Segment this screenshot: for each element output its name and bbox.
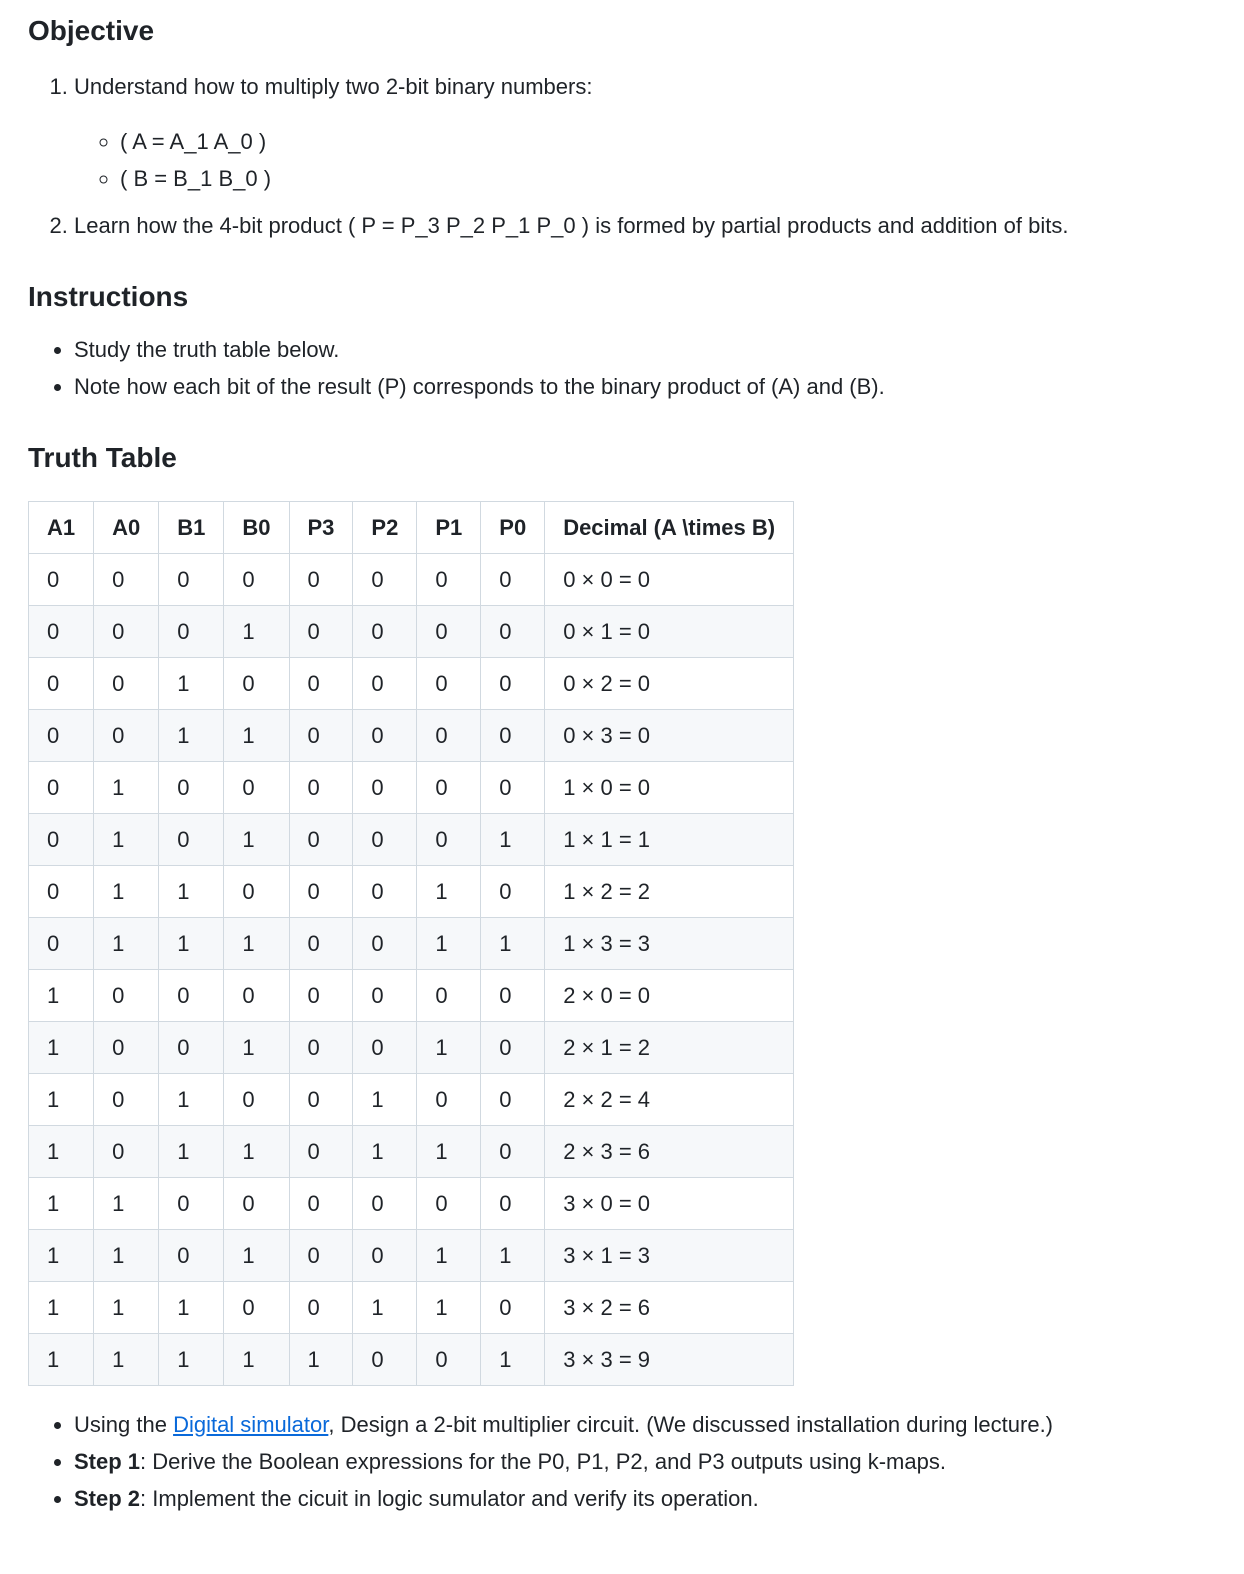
table-cell: 1 bbox=[159, 1125, 224, 1177]
table-cell: 0 bbox=[224, 865, 289, 917]
table-cell: 2 × 3 = 6 bbox=[545, 1125, 794, 1177]
table-cell: 0 bbox=[224, 657, 289, 709]
table-cell: 0 bbox=[289, 813, 353, 865]
table-row bbox=[29, 1021, 794, 1073]
table-cell: 1 bbox=[29, 1333, 94, 1385]
table-cell: 0 bbox=[224, 761, 289, 813]
instructions-list bbox=[28, 333, 1216, 403]
objective-heading: Objective bbox=[28, 15, 155, 46]
table-cell: 1 bbox=[29, 1177, 94, 1229]
table-cell: 1 × 3 = 3 bbox=[545, 917, 794, 969]
table-cell: 0 bbox=[481, 969, 545, 1021]
table-cell: 0 bbox=[159, 553, 224, 605]
operand-list bbox=[74, 125, 1216, 195]
table-row bbox=[29, 761, 794, 813]
table-cell: 0 bbox=[29, 657, 94, 709]
table-cell: 0 bbox=[289, 761, 353, 813]
table-cell: 0 bbox=[159, 1229, 224, 1281]
table-row bbox=[29, 553, 794, 605]
table-cell: 0 bbox=[94, 1073, 159, 1125]
table-cell: 0 bbox=[224, 969, 289, 1021]
objective-item-2: 2. Learn how the 4-bit product ( P = P_3 P_2 P_1 P_0 ) is formed by partial products and addition of bits. bbox=[74, 209, 1216, 242]
table-cell: 3 × 1 = 3 bbox=[545, 1229, 794, 1281]
table-cell: 1 bbox=[481, 917, 545, 969]
objective-item-1 bbox=[74, 70, 1216, 195]
column-header: P1 bbox=[417, 501, 481, 553]
table-cell: 0 bbox=[417, 969, 481, 1021]
table-cell: 0 bbox=[94, 1021, 159, 1073]
table-cell: 0 bbox=[417, 1177, 481, 1229]
table-cell: 0 bbox=[417, 1333, 481, 1385]
table-cell: 0 bbox=[353, 813, 417, 865]
table-cell: 1 bbox=[94, 1333, 159, 1385]
table-cell: 0 bbox=[289, 605, 353, 657]
column-header: P0 bbox=[481, 501, 545, 553]
table-cell: 0 bbox=[289, 917, 353, 969]
table-cell: 1 bbox=[417, 917, 481, 969]
table-cell: 0 bbox=[94, 1125, 159, 1177]
table-cell: 0 bbox=[94, 709, 159, 761]
table-cell: 1 bbox=[159, 917, 224, 969]
table-cell: 0 × 0 = 0 bbox=[545, 553, 794, 605]
table-cell: 1 × 0 = 0 bbox=[545, 761, 794, 813]
table-cell: 0 bbox=[29, 709, 94, 761]
table-row bbox=[29, 865, 794, 917]
task-simulator-suffix: , Design a 2-bit multiplier circuit. (We discussed installation during lecture.) bbox=[328, 1411, 1054, 1437]
table-row bbox=[29, 605, 794, 657]
table-cell: 1 bbox=[224, 1333, 289, 1385]
table-cell: 0 bbox=[353, 1229, 417, 1281]
table-cell: 0 bbox=[353, 1021, 417, 1073]
table-cell: 1 bbox=[481, 813, 545, 865]
table-cell: 1 bbox=[29, 1073, 94, 1125]
column-header: B1 bbox=[159, 501, 224, 553]
table-cell: 1 bbox=[94, 865, 159, 917]
table-cell: 1 bbox=[159, 709, 224, 761]
step-2-text: : Implement the cicuit in logic sumulator and verify its operation. bbox=[140, 1485, 759, 1511]
table-cell: 0 bbox=[224, 1073, 289, 1125]
table-cell: 0 bbox=[94, 553, 159, 605]
table-cell: 0 bbox=[417, 709, 481, 761]
table-cell: 0 bbox=[159, 969, 224, 1021]
table-row bbox=[29, 813, 794, 865]
operand-a: ◦ ( A = A_1 A_0 ) bbox=[120, 125, 1216, 158]
table-cell: 1 bbox=[29, 1229, 94, 1281]
table-cell: 0 bbox=[289, 553, 353, 605]
table-row bbox=[29, 917, 794, 969]
table-cell: 0 bbox=[353, 865, 417, 917]
step-1-label: Step 1 bbox=[74, 1448, 141, 1474]
table-row bbox=[29, 709, 794, 761]
truth-table bbox=[28, 501, 794, 1386]
table-cell: 0 bbox=[94, 605, 159, 657]
table-cell: 0 bbox=[159, 813, 224, 865]
table-cell: 1 bbox=[417, 1229, 481, 1281]
table-cell: 0 bbox=[289, 1281, 353, 1333]
table-cell: 1 bbox=[29, 1125, 94, 1177]
table-cell: 0 bbox=[353, 657, 417, 709]
digital-simulator-link[interactable]: Digital simulator bbox=[173, 1411, 329, 1437]
table-cell: 0 bbox=[481, 761, 545, 813]
table-cell: 0 bbox=[417, 605, 481, 657]
table-cell: 1 bbox=[29, 969, 94, 1021]
column-header: A0 bbox=[94, 501, 159, 553]
table-cell: 1 bbox=[94, 917, 159, 969]
table-cell: 0 bbox=[417, 1073, 481, 1125]
truth-table-heading: Truth Table bbox=[28, 442, 177, 474]
table-cell: 0 bbox=[289, 1021, 353, 1073]
table-cell: 0 bbox=[481, 657, 545, 709]
table-cell: 1 bbox=[224, 605, 289, 657]
table-cell: 0 bbox=[417, 761, 481, 813]
table-cell: 0 bbox=[29, 865, 94, 917]
table-cell: 0 bbox=[417, 657, 481, 709]
table-cell: 1 bbox=[94, 1229, 159, 1281]
table-cell: 0 bbox=[353, 709, 417, 761]
table-cell: 1 bbox=[29, 1281, 94, 1333]
task-step-2 bbox=[74, 1482, 1216, 1515]
table-cell: 1 bbox=[29, 1021, 94, 1073]
objective-list bbox=[28, 70, 1216, 242]
table-cell: 0 bbox=[94, 657, 159, 709]
column-header: A1 bbox=[29, 501, 94, 553]
table-cell: 0 bbox=[289, 1229, 353, 1281]
table-cell: 0 bbox=[159, 605, 224, 657]
table-cell: 0 bbox=[481, 1073, 545, 1125]
table-cell: 2 × 2 = 4 bbox=[545, 1073, 794, 1125]
table-cell: 0 bbox=[481, 709, 545, 761]
table-cell: 0 bbox=[417, 553, 481, 605]
table-cell: 0 bbox=[224, 1177, 289, 1229]
table-cell: 1 bbox=[224, 813, 289, 865]
table-cell: 0 bbox=[159, 761, 224, 813]
table-cell: 1 bbox=[94, 1281, 159, 1333]
table-cell: 1 bbox=[481, 1333, 545, 1385]
column-header: P2 bbox=[353, 501, 417, 553]
table-cell: 1 bbox=[353, 1281, 417, 1333]
table-cell: 0 bbox=[94, 969, 159, 1021]
table-cell: 1 bbox=[159, 1281, 224, 1333]
truth-table-header-row bbox=[29, 501, 794, 553]
table-cell: 0 × 1 = 0 bbox=[545, 605, 794, 657]
table-cell: 1 bbox=[94, 813, 159, 865]
table-cell: 1 bbox=[224, 1021, 289, 1073]
table-cell: 1 bbox=[159, 1073, 224, 1125]
task-simulator-prefix: Using the bbox=[74, 1411, 174, 1437]
table-cell: 1 bbox=[159, 865, 224, 917]
table-cell: 3 × 0 = 0 bbox=[545, 1177, 794, 1229]
table-cell: 1 × 1 = 1 bbox=[545, 813, 794, 865]
table-cell: 0 bbox=[353, 1333, 417, 1385]
column-header: P3 bbox=[289, 501, 353, 553]
step-1-text: : Derive the Boolean expressions for the P0, P1, P2, and P3 outputs using k-maps. bbox=[140, 1448, 946, 1474]
objective-item-1-text: Understand how to multiply two 2-bit binary numbers: bbox=[74, 73, 593, 99]
table-cell: 0 bbox=[224, 553, 289, 605]
table-cell: 0 bbox=[481, 1021, 545, 1073]
instructions-heading: Instructions bbox=[28, 280, 189, 312]
table-cell: 0 bbox=[289, 865, 353, 917]
table-cell: 0 bbox=[289, 1073, 353, 1125]
table-row bbox=[29, 1229, 794, 1281]
table-cell: 3 × 3 = 9 bbox=[545, 1333, 794, 1385]
column-header: B0 bbox=[224, 501, 289, 553]
table-row bbox=[29, 1125, 794, 1177]
table-cell: 1 bbox=[159, 1333, 224, 1385]
table-cell: 1 × 2 = 2 bbox=[545, 865, 794, 917]
table-cell: 0 bbox=[481, 1125, 545, 1177]
table-cell: 1 bbox=[417, 1125, 481, 1177]
table-cell: 1 bbox=[224, 917, 289, 969]
table-cell: 0 bbox=[353, 1177, 417, 1229]
table-cell: 1 bbox=[94, 1177, 159, 1229]
table-cell: 1 bbox=[224, 709, 289, 761]
table-row bbox=[29, 1281, 794, 1333]
table-cell: 0 × 3 = 0 bbox=[545, 709, 794, 761]
table-cell: 1 bbox=[481, 1229, 545, 1281]
table-cell: 1 bbox=[289, 1333, 353, 1385]
operand-b: ◦ ( B = B_1 B_0 ) bbox=[120, 162, 1216, 195]
table-cell: 1 bbox=[224, 1229, 289, 1281]
table-cell: 0 bbox=[353, 553, 417, 605]
table-cell: 0 bbox=[289, 1177, 353, 1229]
instruction-item: • Study the truth table below. bbox=[74, 333, 1216, 366]
table-cell: 1 bbox=[417, 865, 481, 917]
table-cell: 0 bbox=[289, 709, 353, 761]
table-row bbox=[29, 969, 794, 1021]
table-cell: 0 bbox=[481, 605, 545, 657]
table-cell: 0 bbox=[417, 813, 481, 865]
table-cell: 0 bbox=[29, 917, 94, 969]
table-cell: 0 bbox=[29, 813, 94, 865]
task-simulator bbox=[74, 1408, 1216, 1441]
table-cell: 0 bbox=[29, 553, 94, 605]
table-cell: 2 × 1 = 2 bbox=[545, 1021, 794, 1073]
table-cell: 0 bbox=[289, 1125, 353, 1177]
table-cell: 0 bbox=[289, 657, 353, 709]
table-cell: 0 bbox=[29, 605, 94, 657]
table-cell: 0 bbox=[481, 1177, 545, 1229]
instruction-item: • Note how each bit of the result (P) corresponds to the binary product of (A) and (B). bbox=[74, 370, 1216, 403]
table-cell: 0 bbox=[353, 761, 417, 813]
table-cell: 0 × 2 = 0 bbox=[545, 657, 794, 709]
table-cell: 0 bbox=[29, 761, 94, 813]
table-cell: 1 bbox=[417, 1281, 481, 1333]
table-cell: 0 bbox=[481, 553, 545, 605]
table-cell: 0 bbox=[353, 605, 417, 657]
table-cell: 3 × 2 = 6 bbox=[545, 1281, 794, 1333]
table-cell: 2 × 0 = 0 bbox=[545, 969, 794, 1021]
table-cell: 1 bbox=[417, 1021, 481, 1073]
task-list bbox=[28, 1408, 1216, 1515]
table-cell: 1 bbox=[353, 1125, 417, 1177]
table-cell: 1 bbox=[353, 1073, 417, 1125]
task-step-1 bbox=[74, 1445, 1216, 1478]
table-cell: 0 bbox=[159, 1177, 224, 1229]
table-cell: 0 bbox=[353, 969, 417, 1021]
table-row bbox=[29, 1073, 794, 1125]
table-cell: 0 bbox=[481, 865, 545, 917]
table-row bbox=[29, 657, 794, 709]
table-cell: 0 bbox=[481, 1281, 545, 1333]
table-cell: 0 bbox=[353, 917, 417, 969]
table-cell: 0 bbox=[159, 1021, 224, 1073]
table-cell: 0 bbox=[224, 1281, 289, 1333]
table-row bbox=[29, 1333, 794, 1385]
step-2-label: Step 2 bbox=[74, 1485, 141, 1511]
table-row bbox=[29, 1177, 794, 1229]
table-cell: 1 bbox=[224, 1125, 289, 1177]
table-cell: 0 bbox=[289, 969, 353, 1021]
column-header: Decimal (A \times B) bbox=[545, 501, 794, 553]
table-cell: 1 bbox=[159, 657, 224, 709]
table-cell: 1 bbox=[94, 761, 159, 813]
